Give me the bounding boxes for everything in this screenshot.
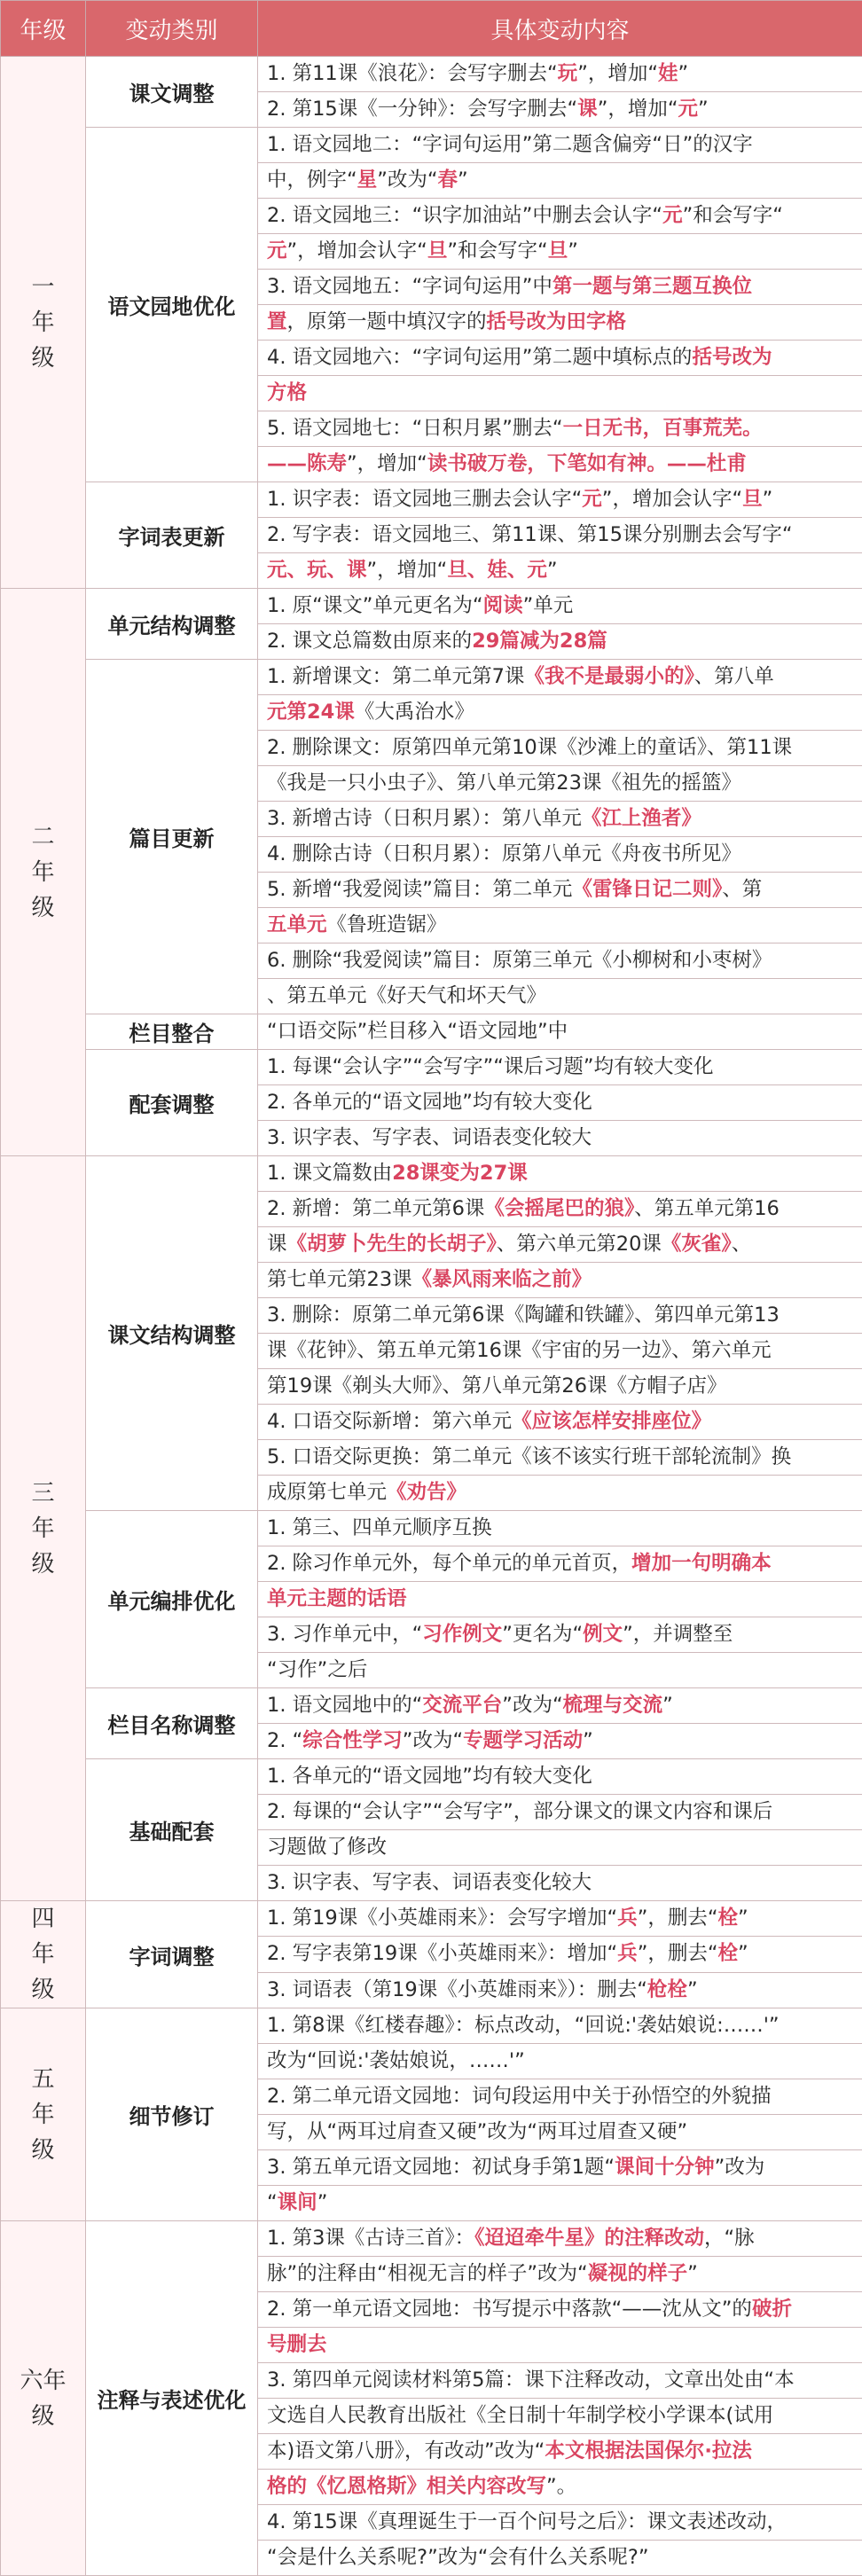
highlighted-text: 交流平台 (422, 1694, 502, 1717)
highlighted-text: 一日无书，百事荒芜。 (563, 417, 763, 440)
highlighted-text: 元 (267, 239, 287, 262)
content-text: ”，增加“ (367, 559, 448, 582)
content-text: ” (738, 1907, 748, 1930)
content-line (258, 1617, 862, 1653)
grade-cell (1, 589, 86, 1156)
content-line (258, 1405, 862, 1440)
content-text: 、第五单元《好天气和坏天气》 (267, 984, 546, 1007)
grade-cell (1, 2221, 86, 2576)
highlighted-text: 《暴风雨来临之前》 (412, 1268, 592, 1291)
content-text: ” (687, 1978, 698, 2001)
highlighted-text: 《迢迢牵牛星》的注释改动 (474, 2227, 704, 2250)
content-text: 3. 识字表、写字表、词语表变化较大 (267, 1126, 592, 1149)
grade-cell (1, 1156, 86, 1901)
content-text: ” (547, 559, 558, 582)
content-text: 、第五单元第16 (634, 1197, 780, 1220)
highlighted-text: 第一题与第三题互换位 (552, 275, 752, 298)
content-text: 1. 语文园地中的“ (267, 1694, 422, 1717)
content-line (258, 2434, 862, 2470)
grade-label-char: 级 (1, 1972, 85, 2008)
content-text: 2. 第15课《一分钟》：会写字删去“ (267, 98, 577, 121)
content-text: 本)语文第八册》，有改动”改为“ (267, 2439, 545, 2462)
category-cell: 课文结构调整 (86, 1156, 258, 1511)
content-line (258, 199, 862, 234)
table-row (1, 1511, 862, 1546)
content-text: ”。 (546, 2475, 576, 2498)
table-row (1, 1156, 862, 1192)
content-line (258, 979, 862, 1014)
category-cell: 字词表更新 (86, 482, 258, 589)
highlighted-text: 玩 (558, 62, 578, 85)
content-line (258, 1014, 862, 1050)
highlighted-text: 课 (577, 98, 598, 121)
content-text: 改为“回说:'袭姑娘说，……'” (267, 2049, 525, 2072)
content-line (258, 1156, 862, 1192)
highlighted-text: 增加一句明确本 (631, 1552, 772, 1575)
content-line (258, 2328, 862, 2363)
category-cell: 注释与表述优化 (86, 2221, 258, 2576)
content-text: ”和会写字“ (447, 239, 547, 262)
category-cell: 配套调整 (86, 1050, 258, 1156)
content-text: “习作”之后 (267, 1658, 367, 1681)
content-text: ”，增加“ (577, 62, 658, 85)
table-row (1, 482, 862, 518)
content-line (258, 270, 862, 305)
content-text: ” (568, 239, 578, 262)
content-text: ” (583, 1729, 593, 1752)
header-grade: 年级 (1, 1, 86, 57)
content-line (258, 234, 862, 270)
content-text: 4. 语文园地六：“字词句运用”第二题中填标点的 (267, 346, 692, 369)
highlighted-text: 《胡萝卜先生的长胡子》 (287, 1233, 497, 1256)
highlighted-text: 《劝告》 (387, 1481, 466, 1504)
content-line (258, 802, 862, 837)
content-text: ”，并调整至 (623, 1623, 733, 1646)
category-cell: 单元编排优化 (86, 1511, 258, 1688)
content-text: ”改为 (715, 2156, 765, 2179)
content-line (258, 2399, 862, 2434)
content-text: ”，增加会认字“ (287, 239, 427, 262)
content-text: ”和会写字“ (683, 204, 783, 227)
highlighted-text: 单元主题的话语 (267, 1587, 407, 1610)
content-text: 、第八单 (694, 665, 774, 688)
content-line (258, 1724, 862, 1759)
grade-cell (1, 1901, 86, 2008)
header-category: 变动类别 (86, 1, 258, 57)
table-row (1, 1688, 862, 1724)
content-line (258, 908, 862, 943)
content-line (258, 1298, 862, 1334)
highlighted-text: 29篇减为28篇 (472, 630, 607, 653)
category-cell: 细节修订 (86, 2008, 258, 2221)
header-content: 具体变动内容 (258, 1, 862, 57)
highlighted-text: 元 (678, 98, 699, 121)
content-line (258, 2186, 862, 2221)
content-text: 《大禹治水》 (355, 701, 474, 724)
content-line (258, 1440, 862, 1476)
content-text: 2. 写字表第19课《小英雄雨来》：增加“ (267, 1942, 617, 1965)
content-text: 课 (267, 1233, 287, 1256)
content-line (258, 2292, 862, 2328)
content-line (258, 1476, 862, 1511)
content-line (258, 1866, 862, 1901)
content-text: “ (267, 2191, 278, 2214)
content-text: ” (678, 62, 689, 85)
content-line (258, 2470, 862, 2505)
highlighted-text: 元第24课 (267, 701, 355, 724)
grade-cell (1, 57, 86, 589)
content-text: 2. 每课的“会认字”“会写字”，部分课文的课文内容和课后 (267, 1800, 772, 1823)
highlighted-text: 兵 (617, 1907, 638, 1930)
content-line (258, 1121, 862, 1156)
content-line (258, 305, 862, 341)
grade-label-char: 五 (1, 2062, 85, 2097)
content-text: 《我是一只小虫子》、第八单元第23课《祖先的摇篮》 (267, 771, 741, 795)
table-row (1, 2221, 862, 2257)
content-line (258, 447, 862, 482)
content-text: ” (763, 488, 773, 511)
highlighted-text: 阅读 (483, 594, 523, 617)
content-line (258, 163, 862, 199)
grade-label-char: 级 (1, 2133, 85, 2168)
content-text: 1. 各单元的“语文园地”均有较大变化 (267, 1765, 592, 1788)
content-line (258, 1085, 862, 1121)
content-line (258, 518, 862, 553)
grade-label-char: 四 (1, 1901, 85, 1937)
content-line (258, 2221, 862, 2257)
category-cell: 字词调整 (86, 1901, 258, 2008)
content-line (258, 1653, 862, 1688)
content-text: ”单元 (523, 594, 574, 617)
category-cell: 栏目名称调整 (86, 1688, 258, 1759)
highlighted-text: 娃 (658, 62, 678, 85)
table-row (1, 1901, 862, 1937)
content-line (258, 482, 862, 518)
content-text: ”，删去“ (638, 1942, 718, 1965)
content-text: 3. 第五单元语文园地：初试身手第1题“ (267, 2156, 615, 2179)
content-line (258, 2257, 862, 2292)
content-line (258, 1334, 862, 1369)
content-text: 1. 第11课《浪花》：会写字删去“ (267, 62, 558, 85)
content-line (258, 2505, 862, 2541)
highlighted-text: 本文根据法国保尔·拉法 (545, 2439, 752, 2462)
highlighted-text: 号删去 (267, 2333, 327, 2356)
content-text: ” (738, 1942, 748, 1965)
content-text: 、 (732, 1233, 752, 1256)
content-text: 2. 第二单元语文园地：词句段运用中关于孙悟空的外貌描 (267, 2085, 772, 2108)
content-text: ”更名为“ (502, 1623, 583, 1646)
content-line (258, 2150, 862, 2186)
content-line (258, 57, 862, 92)
content-text: ”，增加“ (347, 452, 427, 475)
highlighted-text: 元 (662, 204, 683, 227)
content-text: 1. 原“课文”单元更名为“ (267, 594, 483, 617)
content-text: 1. 课文篇数由 (267, 1162, 392, 1185)
grade-label-char: 二 (1, 819, 85, 855)
content-text: 4. 口语交际新增：第六单元 (267, 1410, 512, 1433)
content-text: 5. 新增“我爱阅读”篇目：第二单元 (267, 878, 572, 901)
highlighted-text: 《江上渔者》 (582, 807, 701, 830)
grade-label-char: 三 (1, 1476, 85, 1511)
highlighted-text: 春 (438, 168, 458, 192)
content-text: 文选自人民教育出版社《全日制十年制学校小学课本(试用 (267, 2404, 773, 2427)
highlighted-text: 《灰雀》 (662, 1233, 732, 1256)
highlighted-text: 旦 (742, 488, 763, 511)
highlighted-text: 习作例文 (422, 1623, 502, 1646)
table-row (1, 1050, 862, 1085)
table-row (1, 1759, 862, 1795)
content-text: 2. 删除课文：原第四单元第10课《沙滩上的童话》、第11课 (267, 736, 792, 759)
table-header-row (1, 1, 862, 57)
content-text: 成原第七单元 (267, 1481, 387, 1504)
content-line (258, 1972, 862, 2008)
content-line (258, 1546, 862, 1582)
content-text: “口语交际”栏目移入“语文园地”中 (267, 1020, 568, 1043)
content-line (258, 1050, 862, 1085)
content-text: ” (698, 98, 709, 121)
content-line (258, 1937, 862, 1972)
content-text: ”改为“ (377, 168, 437, 192)
content-line (258, 1369, 862, 1405)
content-text: 写，从“两耳过肩查又硬”改为“两耳过眉查又硬” (267, 2120, 687, 2143)
highlighted-text: 括号改为 (692, 346, 772, 369)
content-text: ”，增加“ (598, 98, 678, 121)
highlighted-text: 课间 (278, 2191, 317, 2214)
highlighted-text: 28课变为27课 (392, 1162, 528, 1185)
content-line (258, 1582, 862, 1617)
content-text: ” (458, 168, 468, 192)
highlighted-text: 旦 (427, 239, 448, 262)
content-text: 3. 新增古诗（日积月累）：第八单元 (267, 807, 582, 830)
content-line (258, 943, 862, 979)
table-row (1, 660, 862, 695)
content-line (258, 341, 862, 376)
content-line (258, 1759, 862, 1795)
content-line (258, 2541, 862, 2576)
highlighted-text: 星 (357, 168, 378, 192)
highlighted-text: 枪栓 (647, 1978, 687, 2001)
grade-label-char: 年 (1, 2097, 85, 2133)
category-cell: 栏目整合 (86, 1014, 258, 1050)
content-line (258, 837, 862, 873)
content-line (258, 411, 862, 447)
content-text: 2. 语文园地三：“识字加油站”中删去会认字“ (267, 204, 662, 227)
content-line (258, 2008, 862, 2044)
content-text: 2. 新增：第二单元第6课 (267, 1197, 484, 1220)
content-line (258, 660, 862, 695)
grade-label-char: 级 (1, 2399, 85, 2434)
highlighted-text: 元、玩、课 (267, 559, 367, 582)
table-row (1, 57, 862, 92)
content-text: 3. 习作单元中，“ (267, 1623, 422, 1646)
content-text: ，“脉 (704, 2227, 755, 2250)
highlighted-text: 凝视的样子 (588, 2262, 688, 2285)
content-line (258, 128, 862, 163)
content-line (258, 553, 862, 589)
content-line (258, 766, 862, 802)
content-text: ”改为“ (502, 1694, 562, 1717)
highlighted-text: 元 (582, 488, 602, 511)
highlighted-text: 专题学习活动 (463, 1729, 583, 1752)
content-text: 1. 第三、四单元顺序互换 (267, 1516, 492, 1539)
content-text: 1. 每课“会认字”“会写字”“课后习题”均有较大变化 (267, 1055, 714, 1078)
content-text: 3. 删除：原第二单元第6课《陶罐和铁罐》、第四单元第13 (267, 1304, 780, 1327)
highlighted-text: 格的《忆恩格斯》相关内容改写 (267, 2475, 546, 2498)
content-line (258, 1901, 862, 1937)
content-text: 2. 除习作单元外，每个单元的单元首页， (267, 1552, 631, 1575)
content-text: ”改为“ (403, 1729, 463, 1752)
content-line (258, 624, 862, 660)
highlighted-text: 课间十分钟 (615, 2156, 715, 2179)
grade-label-char: 年 (1, 305, 85, 341)
content-line (258, 1830, 862, 1866)
content-text: 、第 (722, 878, 762, 901)
content-text: 3. 语文园地五：“字词句运用”中 (267, 275, 552, 298)
content-text: ” (317, 2191, 328, 2214)
content-text: 脉”的注释由“相视无言的样子”改为“ (267, 2262, 588, 2285)
highlighted-text: 栓 (718, 1942, 739, 1965)
highlighted-text: 栓 (718, 1907, 739, 1930)
highlighted-text: 旦 (548, 239, 568, 262)
content-text: 1. 第8课《红楼春趣》：标点改动，“回说:'袭姑娘说:……'” (267, 2014, 780, 2037)
content-text: 4. 第15课《真理诞生于一百个问号之后》：课文表述改动， (267, 2510, 787, 2533)
content-text: 5. 语文园地七：“日积月累”删去“ (267, 417, 563, 440)
grade-label-char: 年 (1, 855, 85, 890)
highlighted-text: 梳理与交流 (563, 1694, 663, 1717)
content-text: 3. 词语表（第19课《小英雄雨来》）：删去“ (267, 1978, 647, 2001)
category-cell: 篇目更新 (86, 660, 258, 1014)
grade-label-char: 一 (1, 270, 85, 305)
content-text: ”，删去“ (638, 1907, 718, 1930)
content-text: 2. 写字表：语文园地三、第11课、第15课分别删去会写字“ (267, 523, 793, 546)
content-text: 2. 各单元的“语文园地”均有较大变化 (267, 1091, 592, 1114)
category-cell: 单元结构调整 (86, 589, 258, 660)
content-line (258, 1227, 862, 1263)
content-text: 中，例字“ (267, 168, 357, 192)
highlighted-text: 括号改为田字格 (487, 310, 627, 333)
content-text: ，原第一题中填汉字的 (287, 310, 487, 333)
highlighted-text: 置 (267, 310, 287, 333)
content-line (258, 1795, 862, 1830)
grade-cell (1, 2008, 86, 2221)
content-line (258, 873, 862, 908)
grade-label-char: 级 (1, 341, 85, 376)
highlighted-text: 破折 (752, 2298, 792, 2321)
content-text: 1. 第19课《小英雄雨来》：会写字增加“ (267, 1907, 617, 1930)
category-cell: 语文园地优化 (86, 128, 258, 482)
content-line (258, 2044, 862, 2079)
content-text: 《鲁班造锯》 (327, 913, 447, 936)
highlighted-text: 旦、娃、元 (447, 559, 547, 582)
content-text: 、第六单元第20课 (497, 1233, 662, 1256)
content-line (258, 731, 862, 766)
content-text: 1. 语文园地二：“字词句运用”第二题含偏旁“日”的汉字 (267, 133, 753, 156)
highlighted-text: 综合性学习 (302, 1729, 403, 1752)
highlighted-text: 五单元 (267, 913, 327, 936)
content-line (258, 589, 862, 624)
grade-label-char: 级 (1, 890, 85, 926)
category-cell: 基础配套 (86, 1759, 258, 1901)
content-line (258, 2079, 862, 2115)
content-text: 4. 删除古诗（日积月累）：原第八单元《舟夜书所见》 (267, 842, 741, 865)
highlighted-text: 《我不是最弱小的》 (524, 665, 694, 688)
table-body (1, 57, 862, 2576)
content-text: 2. 第一单元语文园地：书写提示中落款“——沈从文”的 (267, 2298, 752, 2321)
category-cell: 课文调整 (86, 57, 258, 128)
content-text: 1. 新增课文：第二单元第7课 (267, 665, 524, 688)
table-row (1, 2008, 862, 2044)
highlighted-text: 《会摇尾巴的狼》 (484, 1197, 634, 1220)
highlighted-text: 方格 (267, 381, 307, 404)
content-line (258, 695, 862, 731)
grade-label-char: 六年 (1, 2363, 85, 2399)
content-text: 第19课《剃头大师》、第八单元第26课《方帽子店》 (267, 1374, 727, 1398)
highlighted-text: 例文 (583, 1623, 623, 1646)
content-text: ”，增加会认字“ (602, 488, 742, 511)
content-text: 2. 课文总篇数由原来的 (267, 630, 472, 653)
highlighted-text: 兵 (617, 1942, 638, 1965)
content-text: ” (687, 2262, 698, 2285)
content-text: 1. 第3课《古诗三首》： (267, 2227, 474, 2250)
content-text: 6. 删除“我爱阅读”篇目：原第三单元《小柳树和小枣树》 (267, 949, 772, 972)
content-text: 习题做了修改 (267, 1836, 387, 1859)
grade-label-char: 级 (1, 1546, 85, 1582)
highlighted-text: 读书破万卷，下笔如有神。——杜甫 (427, 452, 747, 475)
content-text: 第七单元第23课 (267, 1268, 412, 1291)
highlighted-text: 《雷锋日记二则》 (572, 878, 722, 901)
grade-label-char: 年 (1, 1937, 85, 1972)
content-line (258, 1192, 862, 1227)
content-line (258, 2363, 862, 2399)
highlighted-text: ——陈寿 (267, 452, 347, 475)
content-line (258, 376, 862, 411)
content-text: 课《花钟》、第五单元第16课《宇宙的另一边》、第六单元 (267, 1339, 772, 1362)
content-line (258, 1511, 862, 1546)
content-line (258, 2115, 862, 2150)
grade-label-char: 年 (1, 1511, 85, 1546)
content-text: 5. 口语交际更换：第二单元《该不该实行班干部轮流制》换 (267, 1445, 791, 1468)
content-text: “会是什么关系呢?”改为“会有什么关系呢?” (267, 2546, 649, 2569)
content-text: 2. “ (267, 1729, 302, 1752)
content-text: ” (662, 1694, 673, 1717)
content-text: 3. 识字表、写字表、词语表变化较大 (267, 1871, 592, 1894)
table-row (1, 1014, 862, 1050)
content-text: 1. 识字表：语文园地三删去会认字“ (267, 488, 582, 511)
content-text: 3. 第四单元阅读材料第5篇：课下注释改动，文章出处由“本 (267, 2369, 795, 2392)
highlighted-text: 《应该怎样安排座位》 (512, 1410, 711, 1433)
table-row (1, 589, 862, 624)
content-line (258, 92, 862, 128)
content-line (258, 1688, 862, 1724)
content-line (258, 1263, 862, 1298)
table-row (1, 128, 862, 163)
